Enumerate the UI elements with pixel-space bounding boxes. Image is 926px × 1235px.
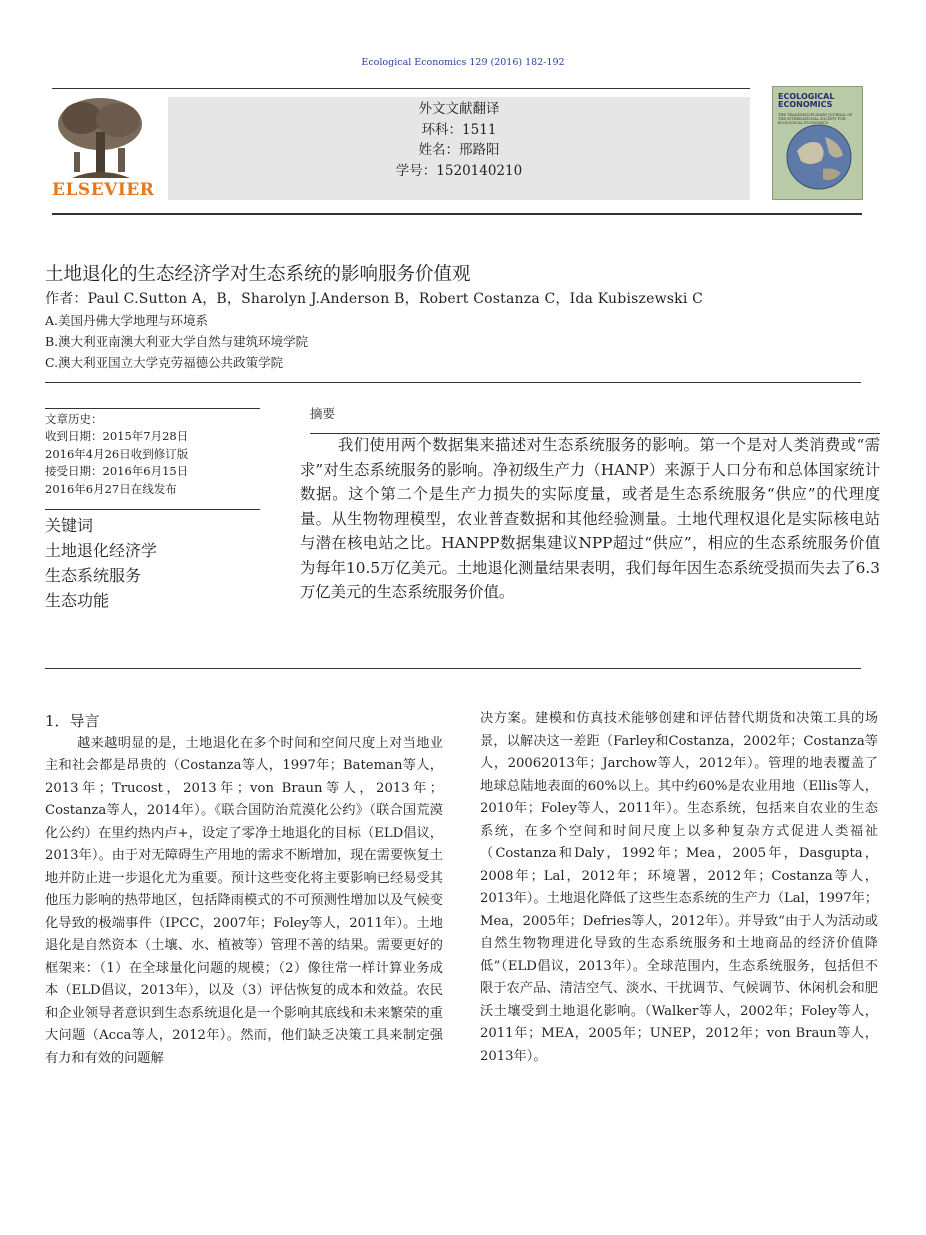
affiliation-b: B.澳大利亚南澳大利亚大学自然与建筑环境学院 (45, 334, 309, 349)
globe-icon (783, 121, 855, 191)
history-top-rule (45, 408, 260, 409)
affiliation-a: A.美国丹佛大学地理与环境系 (45, 313, 209, 328)
history-revised: 2016年4月26日收到修订版 (45, 446, 189, 461)
article-history (45, 428, 188, 498)
journal-cover-thumbnail[interactable] (772, 86, 863, 200)
body-column-left (45, 710, 443, 1070)
title-section-rule (45, 382, 861, 383)
history-online: 2016年6月27日在线发布 (45, 481, 177, 496)
affiliation-c: C.澳大利亚国立大学克劳福德公共政策学院 (45, 355, 284, 370)
keyword-item: 土地退化经济学 (45, 541, 158, 560)
body-column-right (480, 708, 878, 1068)
header-bottom-rule (52, 213, 862, 215)
abstract-label: 摘要 (310, 406, 336, 421)
header-line-student-id: 学号：1520140210 (395, 162, 523, 179)
cover-title (778, 93, 834, 109)
cover-title-line-2: ECONOMICS (778, 100, 833, 109)
keywords-heading: 关键词 (45, 516, 94, 535)
keyword-item: 生态系统服务 (45, 566, 142, 585)
translation-info-lines (168, 99, 750, 181)
history-received: 收到日期：2015年7月28日 (45, 429, 189, 443)
history-bottom-rule (45, 509, 260, 510)
header-top-rule (52, 88, 750, 89)
cover-title-line-1: ECOLOGICAL (778, 92, 835, 101)
abstract-bottom-rule (45, 668, 861, 669)
keyword-item: 生态功能 (45, 591, 110, 610)
intro-paragraph-part-2: 决方案。建模和仿真技术能够创建和评估替代期货和决策工具的场景，以解决这一差距（Farley和Costanza，2002年；Costanza等人，20062013年；Jarchow等人，2012年）。管理的地表覆盖了地球总陆地表面的60%以上。其中约60%是农业用地（Ellis等人，2010年；Foley等人，2011年）。生态系统，包括来自农业的生态系统，在多个空间和时间尺度上以多种复杂方式促进人类福祉（Costanza和Daly，1992年；Mea，2005年，Dasgupta，2008年；Lal，2012年；环境署，2012年；Costanza等人，2013年）。土地退化降低了这些生态系统的生产力（Lal，1997年；Mea，2005年；Defries等人，2012年）。并导致“由于人为活动或自然生物物理进化导致的生态系统服务和土地商品的经济价值降低”（ELD倡议，2013年）。全球范围内，生态系统服务，包括但不限于农产品、清洁空气、淡水、干扰调节、气候调节、休闲机会和肥沃土壤受到土地退化影响。（Walker等人，2002年；Foley等人，2011年；MEA，2005年；UNEP，2012年；von Braun等人，2013年）。 (480, 711, 878, 1064)
intro-paragraph-part-1: 越来越明显的是，土地退化在多个时间和空间尺度上对当地业主和社会都是昂贵的（Costanza等人，1997年；Bateman等人，2013年；Trucost，2013年；von Braun等人，2013年；Costanza等人，2014年）。《联合国防治荒漠化公约》（联合国荒漠化公约）在里约热内卢+，设定了零净土地退化的目标（ELD倡议，2013年）。由于对无障碍生产用地的需求不断增加，现在需要恢复土地并防止进一步退化尤为重要。预计这些变化将主要影响已经易受其他压力影响的热带地区，包括降雨模式的不可预测性增加以及气候变化导致的极端事件（IPCC，2007年；Foley等人，2011年）。土地退化是自然资本（土壤、水、植被等）管理不善的结果。需要更好的框架来：（1）在全球量化问题的规模；（2）像往常一样计算业务成本（ELD倡议，2013年），以及（3）评估恢复的成本和效益。农民和企业领导者意识到生态系统退化是一个影响其底线和未来繁荣的重大问题（Acca等人，2012年）。然而，他们缺乏决策工具来制定强有力和有效的问题解 (45, 735, 443, 1066)
journal-reference[interactable]: Ecological Economics 129 (2016) 182-192 (361, 57, 565, 68)
article-title: 土地退化的生态经济学对生态系统的影响服务价值观 (45, 264, 471, 285)
author-list: 作者：Paul C.Sutton A，B，Sharolyn J.Anderson B，Robert Costanza C，Ida Kubiszewski C (45, 291, 704, 307)
section-heading-introduction: 1．导言 (45, 712, 100, 730)
header-line-doc-type: 外文文献翻译 (418, 101, 500, 117)
header-line-name: 姓名：邢路阳 (418, 142, 500, 158)
article-history-label: 文章历史： (45, 412, 103, 426)
elsevier-wordmark: ELSEVIER (52, 180, 155, 200)
cover-subtitle: THE TRANSDISCIPLINARY JOURNAL OF THE INTERNATIONAL SOCIETY FOR ECOLOGICAL ECONOMICS (778, 113, 853, 125)
abstract-text (300, 433, 880, 605)
abstract-paragraph: 我们使用两个数据集来描述对生态系统服务的影响。第一个是对人类消费或“需求”对生态系统服务的影响。净初级生产力（HANP）来源于人口分布和总体国家统计数据。这个第二个是生产力损失的实际度量，或者是生态系统服务“供应”的代理度量。从生物物理模型，农业普查数据和其他经验测量。土地代理权退化是实际核电站与潜在核电站之比。HANPP数据集建议NPP超过“供应”，相应的生态系统服务价值为每年10.5万亿美元。土地退化测量结果表明，我们每年因生态系统受损而失去了6.3万亿美元的生态系统服务价值。 (300, 436, 880, 601)
elsevier-tree-logo (52, 96, 148, 182)
history-accepted: 接受日期：2016年6月15日 (45, 464, 189, 478)
header-line-class: 环科：1511 (421, 121, 497, 138)
